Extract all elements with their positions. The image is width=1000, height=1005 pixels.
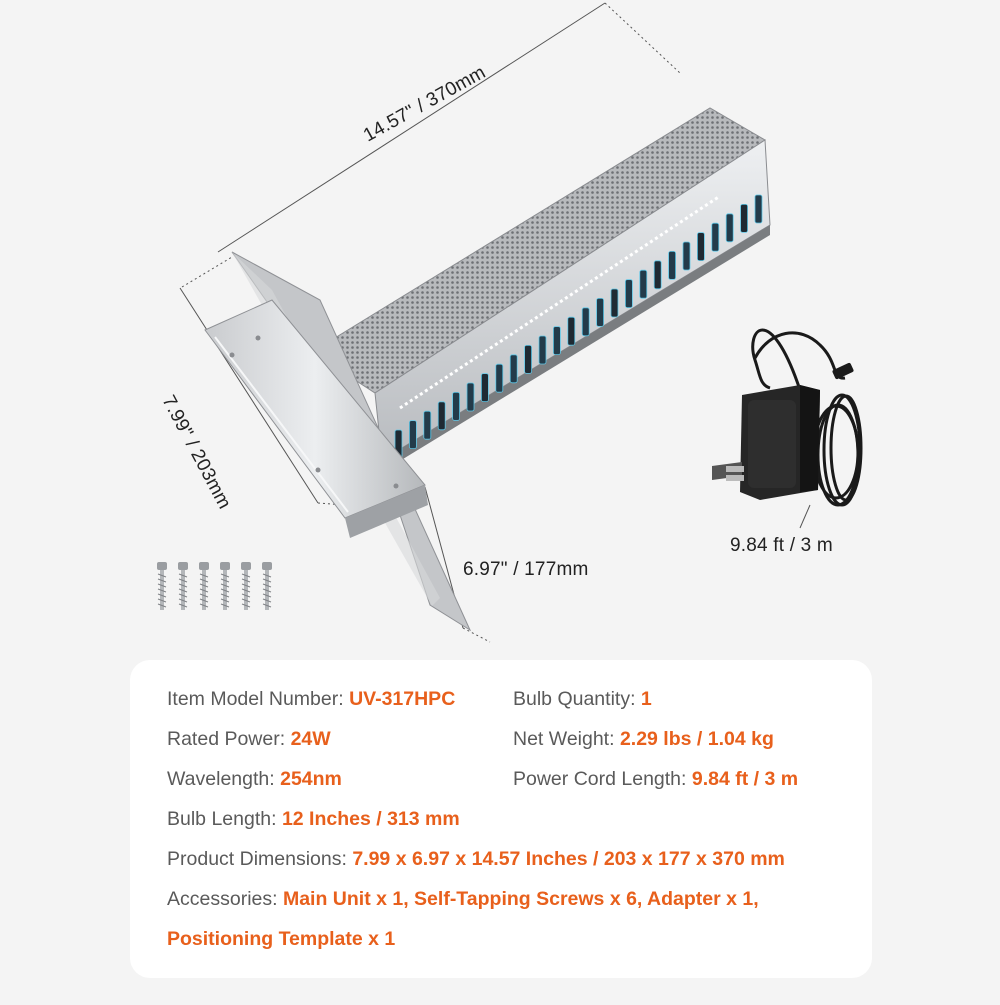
vent-slot	[697, 233, 704, 261]
vent-slot	[582, 308, 589, 336]
vent-slot	[496, 364, 503, 392]
spec-bulb-quantity-value: 1	[640, 688, 652, 710]
vent-slot	[640, 270, 647, 298]
spec-accessories-value: Main Unit x 1, Self-Tapping Screws x 6, Adapter x 1,	[282, 888, 759, 910]
vent-slot	[625, 280, 632, 308]
spec-accessories-label: Accessories:	[167, 888, 283, 910]
depth-dimension-label: 6.97" / 177mm	[463, 559, 589, 580]
vent-slot	[510, 355, 517, 383]
spec-bulb-quantity-label: Bulb Quantity:	[513, 688, 641, 710]
vent-slot	[611, 289, 618, 317]
screw	[178, 562, 188, 610]
vent-slot	[424, 411, 431, 439]
spec-accessories-value-line2: Positioning Template x 1	[167, 928, 396, 950]
vent-slot	[568, 317, 575, 345]
spec-rated-power	[167, 728, 331, 751]
spec-accessories	[167, 888, 759, 911]
spec-bulb-length-label: Bulb Length:	[167, 808, 282, 830]
spec-net-weight-value: 2.29 lbs / 1.04 kg	[619, 728, 774, 750]
screw	[220, 562, 230, 610]
spec-bulb-length-value: 12 Inches / 313 mm	[281, 808, 460, 830]
vent-slot	[453, 392, 460, 420]
vent-slot	[525, 345, 532, 373]
vent-slot	[755, 195, 762, 223]
spec-net-weight	[513, 728, 774, 751]
spec-wavelength-label: Wavelength:	[167, 768, 281, 790]
screw	[199, 562, 209, 610]
vent-slot	[683, 242, 690, 270]
power-adapter	[712, 330, 861, 528]
self-tapping-screws	[157, 562, 272, 610]
spec-product-dimensions-label: Product Dimensions:	[167, 848, 353, 870]
vent-slot	[438, 402, 445, 430]
spec-bulb-quantity	[513, 688, 652, 711]
vent-slot	[539, 336, 546, 364]
spec-power-cord-value: 9.84 ft / 3 m	[691, 768, 799, 790]
vent-slot	[654, 261, 661, 289]
spec-model-value: UV-317HPC	[349, 688, 456, 710]
vent-slot	[553, 327, 560, 355]
spec-product-dimensions-value: 7.99 x 6.97 x 14.57 Inches / 203 x 177 x 370 mm	[352, 848, 785, 870]
spec-rated-power-value: 24W	[290, 728, 331, 750]
screw	[241, 562, 251, 610]
vent-slot	[726, 214, 733, 242]
vent-slot	[481, 374, 488, 402]
spec-net-weight-label: Net Weight:	[513, 728, 620, 750]
vent-slot	[669, 251, 676, 279]
spec-bulb-length	[167, 808, 460, 831]
spec-wavelength-value: 254nm	[280, 768, 342, 790]
vent-slot	[741, 204, 748, 232]
vent-slot	[467, 383, 474, 411]
vent-slot	[409, 421, 416, 449]
vent-slot	[597, 298, 604, 326]
spec-model	[167, 688, 455, 711]
length-dimension-label: 14.57" / 370mm	[360, 61, 490, 147]
spec-power-cord-label: Power Cord Length:	[513, 768, 692, 790]
spec-rated-power-label: Rated Power:	[167, 728, 291, 750]
spec-card	[130, 660, 872, 978]
uv-lamp-tube	[312, 108, 770, 470]
spec-wavelength	[167, 768, 342, 791]
screw	[262, 562, 272, 610]
cord-length-label: 9.84 ft / 3 m	[730, 535, 833, 556]
spec-product-dimensions	[167, 848, 785, 871]
vent-slot	[712, 223, 719, 251]
spec-model-label: Item Model Number:	[167, 688, 350, 710]
spec-power-cord	[513, 768, 798, 791]
height-dimension-label: 7.99" / 203mm	[157, 392, 235, 513]
spec-accessories-continued	[167, 928, 395, 951]
screw	[157, 562, 167, 610]
